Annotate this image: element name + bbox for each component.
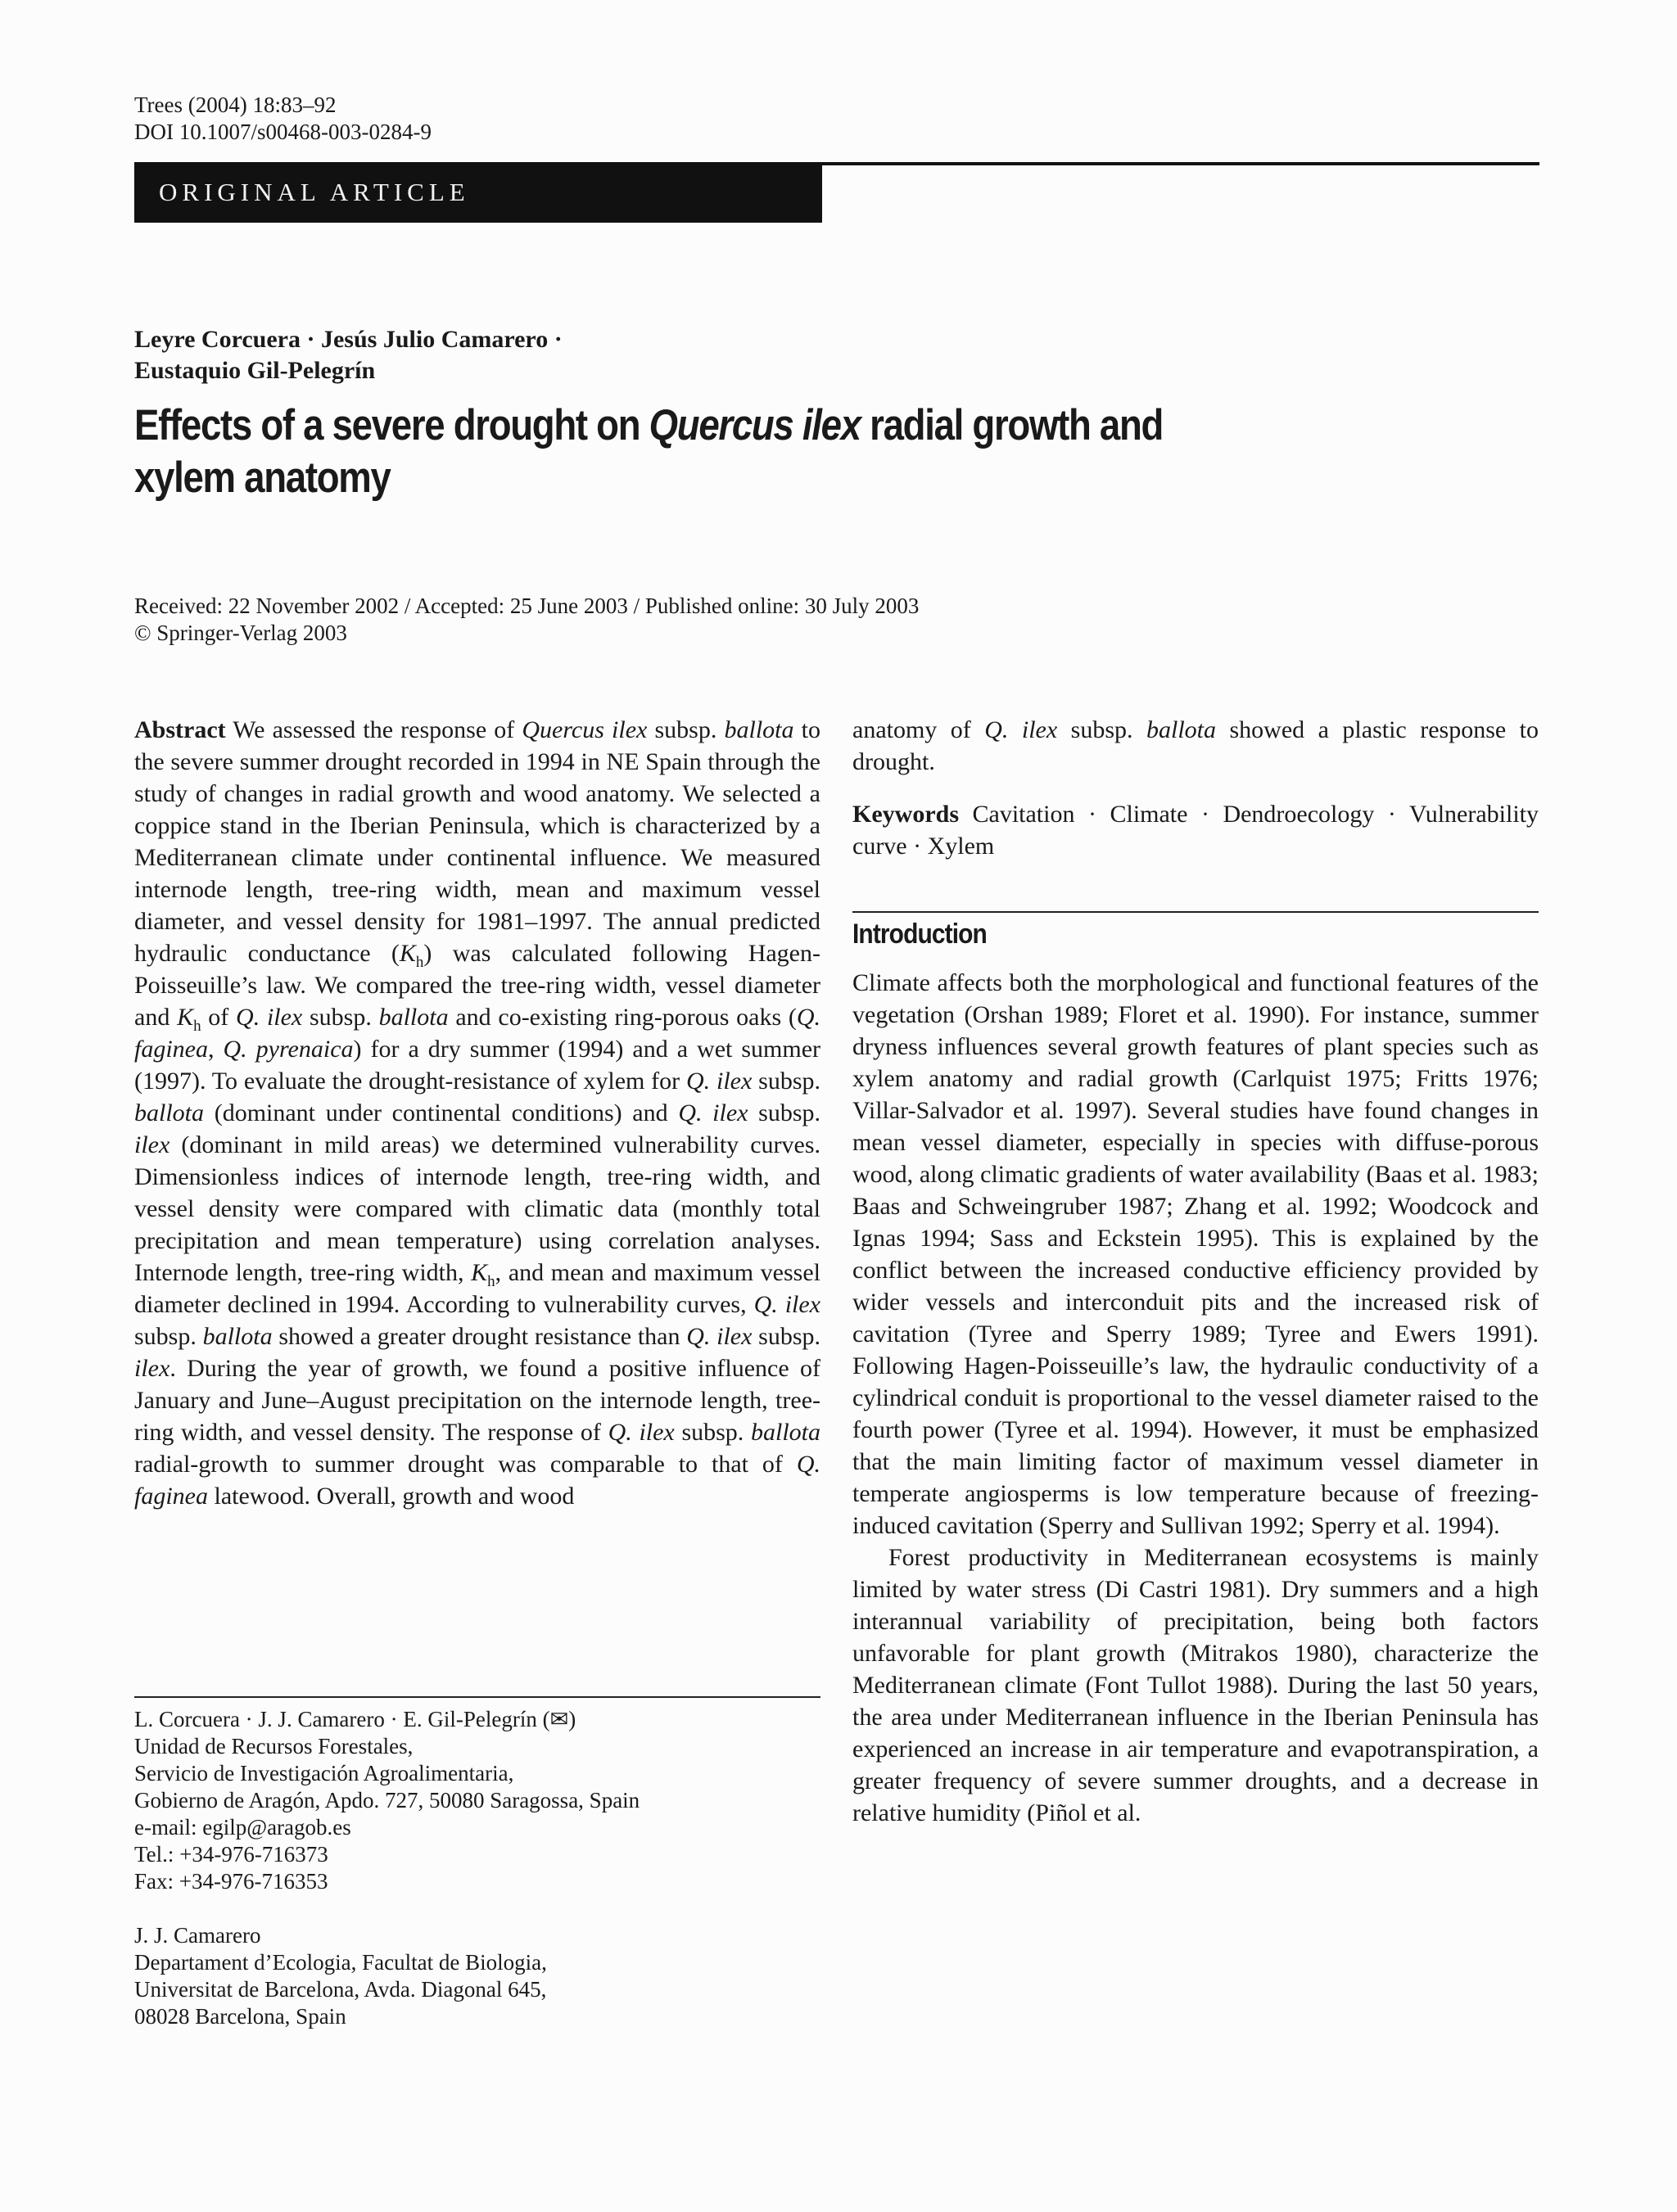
- keywords-line: [852, 798, 1539, 862]
- author-line-2: Eustaquio Gil-Pelegrín: [134, 357, 376, 384]
- history-line: Received: 22 November 2002 / Accepted: 25 June 2003 / Published online: 30 July 2003: [134, 594, 920, 618]
- keywords-text: Cavitation · Climate · Dendroecology · Vulnerability curve · Xylem: [852, 801, 1539, 860]
- title-text: Effects of a severe drought on: [134, 401, 649, 449]
- journal-citation: [134, 92, 432, 146]
- title-text-end: radial growth and xylem anatomy: [134, 401, 1164, 502]
- author-list: [134, 324, 563, 386]
- doi-line: DOI 10.1007/s00468-003-0284-9: [134, 120, 432, 144]
- affiliation-line: Servicio de Investigación Agroalimentaria,: [134, 1761, 514, 1785]
- article-type-banner: ORIGINAL ARTICLE: [134, 162, 822, 223]
- journal-line: Trees (2004) 18:83–92: [134, 93, 337, 117]
- author-affiliations: [134, 1706, 640, 2030]
- affiliation-line: Unidad de Recursos Forestales,: [134, 1734, 414, 1758]
- intro-paragraph-2: Forest productivity in Mediterranean ecosystems is mainly limited by water stress (Di Castri 1981). Dry summers and a high interannual variability of precipitation, being both factors unfavorable for plant growth (Mitrakos 1980), characterize the Mediterranean climate (Font Tullot 1988). During the last 50 years, the area under Mediterranean influence in the Iberian Peninsula has experienced an increase in air temperature and evapotranspiration, a greater frequency of severe summer droughts, and a decrease in relative humidity (Piñol et al.: [852, 1544, 1539, 1826]
- abstract-continuation: anatomy of Q. ilex subsp. ballota showed a plastic response to drought.: [852, 716, 1539, 775]
- affiliation-email: e-mail: egilp@aragob.es: [134, 1815, 351, 1840]
- left-column: [134, 714, 820, 1512]
- article-title: [134, 400, 1191, 504]
- abstract-paragraph: Abstract We assessed the response of Quercus ilex subsp. ballota to the severe summer drought recorded in 1994 in NE Spain through the study of changes in radial growth and wood anatomy. We selected a coppice stand in the Iberian Peninsula, which is characterized by a Mediterranean climate under continental influence. We measured internode length, tree-ring width, mean and maximum vessel diameter, and vessel density for 1981–1997. The annual predicted hydraulic conductance $(K_h)$ was calculated following Hagen-Poisseuille’s law. We compared the tree-ring width, vessel diameter and $K_h$ of Q. ilex subsp. ballota and co-existing ring-porous oaks (Q. faginea, Q. pyrenaica) for a dry summer (1994) and a wet summer (1997). To evaluate the drought-resistance of xylem for Q. ilex subsp. ballota (dominant under continental conditions) and Q. ilex subsp. ilex (dominant in mild areas) we determined vulnerability curves. Dimensionless indices of internode length, tree-ring width, and vessel density were compared with climatic data (monthly total precipitation and mean temperature) using correlation analyses. Internode length, tree-ring width, $K_h$, and mean and maximum vessel diameter declined in 1994. According to vulnerability curves, Q. ilex subsp. ballota showed a greater drought resistance than Q. ilex subsp. ilex. During the year of growth, we found a positive influence of January and June–August precipitation on the internode length, tree-ring width, and vessel density. The response of Q. ilex subsp. ballota radial-growth to summer drought was comparable to that of Q. faginea latewood. Overall, growth and wood: [134, 716, 821, 1510]
- keywords-label: Keywords: [852, 801, 959, 828]
- second-affiliation-line: Departament d’Ecologia, Facultat de Biologia,: [134, 1950, 547, 1975]
- abstract-label: Abstract: [134, 716, 226, 743]
- second-affiliation-line: Universitat de Barcelona, Avda. Diagonal 645,: [134, 1977, 547, 2002]
- publication-dates: [134, 593, 919, 647]
- right-column: [852, 714, 1539, 1829]
- second-affiliation-author: J. J. Camarero: [134, 1923, 261, 1948]
- introduction-heading: Introduction: [852, 919, 987, 950]
- affiliation-phone: Tel.: +34-976-716373: [134, 1842, 328, 1867]
- author-line-1: Leyre Corcuera · Jesús Julio Camarero ·: [134, 326, 563, 353]
- affiliation-fax: Fax: +34-976-716353: [134, 1869, 328, 1894]
- footnote-rule: [134, 1696, 820, 1698]
- copyright-line: © Springer-Verlag 2003: [134, 621, 347, 645]
- abstract-cont-lead: anatomy of: [852, 716, 985, 743]
- affiliation-address: Gobierno de Aragón, Apdo. 727, 50080 Saragossa, Spain: [134, 1788, 640, 1812]
- affiliation-authors: L. Corcuera · J. J. Camarero · E. Gil-Pelegrín (✉): [134, 1707, 576, 1731]
- intro-paragraph-1: Climate affects both the morphological and functional features of the vegetation (Orshan 1989; Floret et al. 1990). For instance, summer dryness influences several growth features of plant species such as xylem anatomy and radial growth (Carlquist 1975; Fritts 1976; Villar-Salvador et al. 1997). Several studies have found changes in mean vessel diameter, especially in species with diffuse-porous wood, along climatic gradients of water availability (Baas et al. 1983; Baas and Schweingruber 1987; Zhang et al. 1992; Woodcock and Ignas 1994; Sass and Eckstein 1995). This is explained by the conflict between the increased conductive efficiency provided by wider vessels and interconduit pits and the increased risk of cavitation (Tyree and Sperry 1989; Tyree and Ewers 1991). Following Hagen-Poisseuille’s law, the hydraulic conductivity of a cylindrical conduit is proportional to the vessel diameter raised to the fourth power (Tyree et al. 1994). However, it must be emphasized that the main limiting factor of maximum vessel diameter in temperate angiosperms is low temperature because of freezing-induced cavitation (Sperry and Sullivan 1992; Sperry et al. 1994).: [852, 969, 1539, 1539]
- section-rule: [852, 911, 1539, 913]
- title-species: Quercus ilex: [649, 401, 861, 449]
- second-affiliation-city: 08028 Barcelona, Spain: [134, 2004, 346, 2029]
